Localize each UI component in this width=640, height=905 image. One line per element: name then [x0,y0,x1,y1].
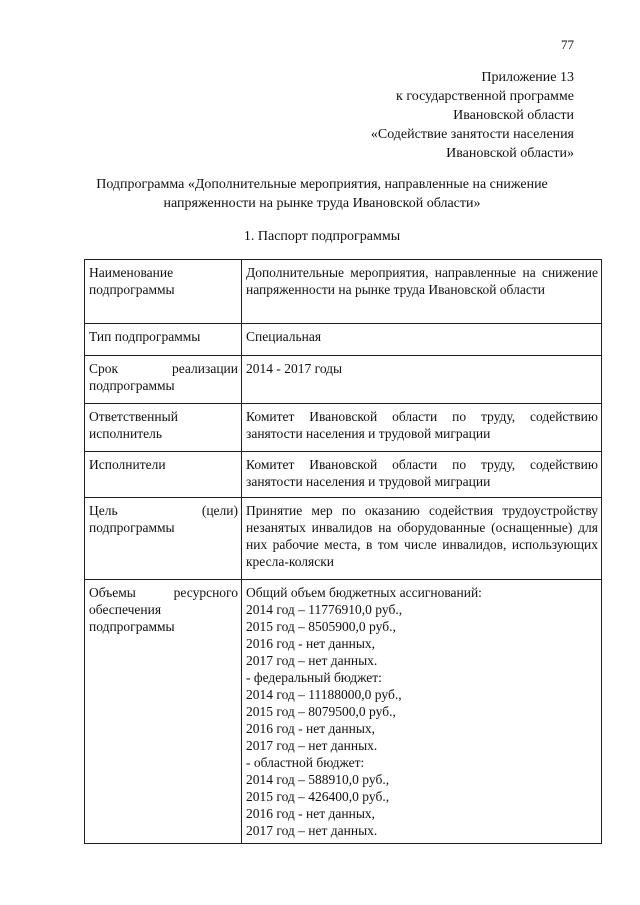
row-label [85,356,242,404]
table-row [85,404,602,452]
budget-line: 2017 год – нет данных. [246,653,378,668]
passport-table [84,259,602,844]
row-value: Комитет Ивановской области по труду, содействию занятости населения и трудовой миграции [242,452,602,498]
row-label [85,324,242,356]
budget-line: 2015 год – 8505900,0 руб., [246,619,396,634]
row-value [242,580,602,844]
budget-line: 2016 год - нет данных, [246,721,376,736]
row-label [85,404,242,452]
budget-line: 2014 год – 11188000,0 руб., [246,687,402,702]
row-label [85,260,242,324]
label-line: Объемы ресурсного [89,585,238,600]
budget-line: Общий объем бюджетных ассигнований: [246,585,482,600]
subprogram-title-line: Подпрограмма «Дополнительные мероприятия, направленные на снижение [96,177,548,192]
appendix-header [244,68,574,163]
row-value: Комитет Ивановской области по труду, содействию занятости населения и трудовой миграции [242,404,602,452]
label-line: подпрограммы [89,619,175,634]
label-line: Ответственный [89,409,178,424]
table-row [85,356,602,404]
row-label [85,452,242,498]
label-line: подпрограммы [89,378,175,393]
label-line: Исполнители [89,457,166,472]
page-number: 77 [561,37,574,52]
table-row [85,580,602,844]
budget-line: 2015 год – 426400,0 руб., [246,789,390,804]
row-label [85,580,242,844]
budget-line: 2016 год - нет данных, [246,806,376,821]
row-value: 2014 - 2017 годы [242,356,602,404]
label-line: Тип подпрограммы [89,329,201,344]
table-row [85,324,602,356]
label-line: исполнитель [89,426,162,441]
table-row [85,452,602,498]
label-line: подпрограммы [89,282,175,297]
label-line: обеспечения [89,602,162,617]
budget-line: - областной бюджет: [246,755,365,770]
label-line: Срок реализации [89,361,238,376]
budget-line: 2015 год – 8079500,0 руб., [246,704,396,719]
label-line: подпрограммы [89,520,175,535]
table-row [85,498,602,580]
row-value: Принятие мер по оказанию содействия трудоустройству незанятых инвалидов на оборудованные (оснащенные) для них рабочие места, в том числе инвалидов, использующих кресла-коляски [242,498,602,580]
label-line: Цель (цели) [89,503,238,518]
subprogram-title-line: напряженности на рынке труда Ивановской области» [163,196,481,211]
subprogram-title [62,175,582,213]
appendix-line: Приложение 13 [481,70,574,85]
table-row [85,260,602,324]
budget-line: 2014 год – 588910,0 руб., [246,772,390,787]
budget-line: - федеральный бюджет: [246,670,382,685]
row-value: Дополнительные мероприятия, направленные на снижение напряженности на рынке труда Ивановской области [242,260,602,324]
passport-title: 1. Паспорт подпрограммы [243,229,401,244]
appendix-line: «Содействие занятости населения [370,127,574,142]
appendix-line: к государственной программе [396,89,574,104]
budget-line: 2016 год - нет данных, [246,636,376,651]
row-value: Специальная [242,324,602,356]
budget-line: 2017 год – нет данных. [246,823,378,838]
label-line: Наименование [89,265,174,280]
appendix-line: Ивановской области» [446,146,574,161]
row-label [85,498,242,580]
budget-line: 2014 год – 11776910,0 руб., [246,602,403,617]
appendix-line: Ивановской области [453,108,574,123]
budget-line: 2017 год – нет данных. [246,738,378,753]
